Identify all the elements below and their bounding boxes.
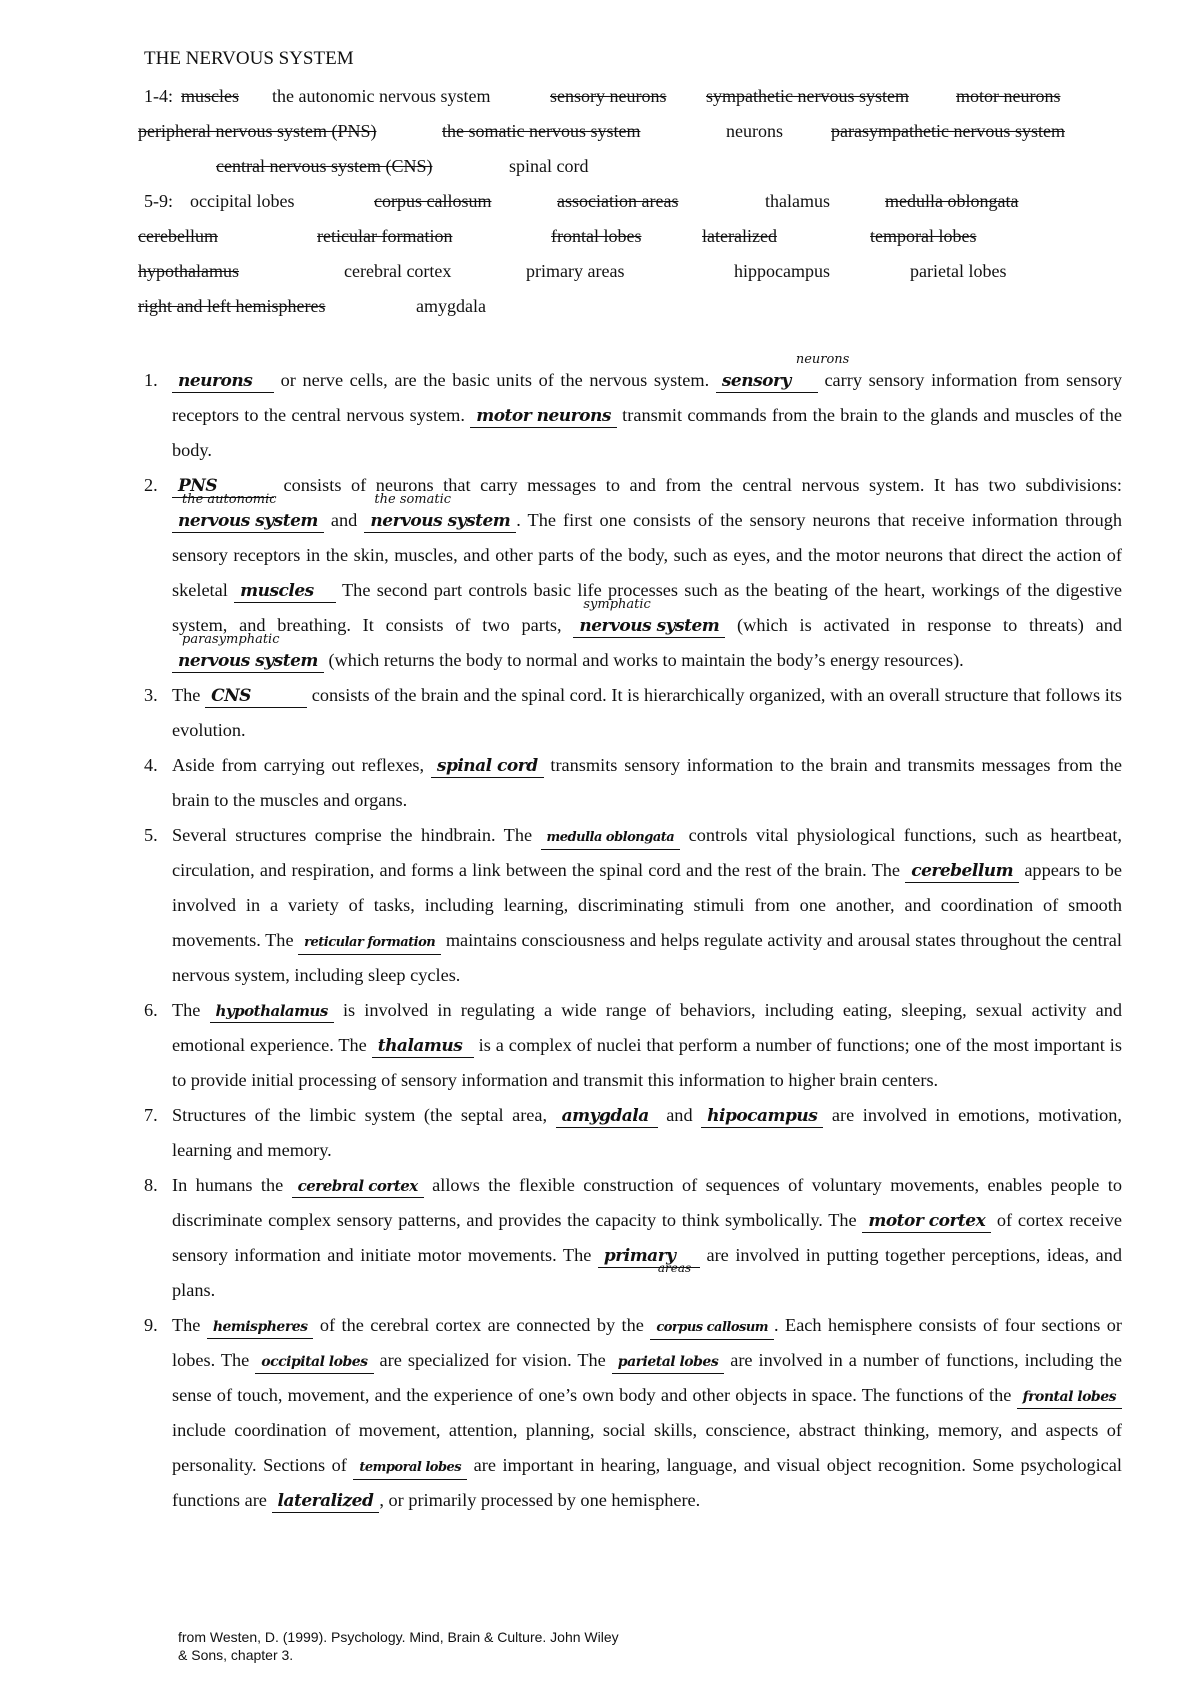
answer-blank xyxy=(172,492,324,533)
item-text: The xyxy=(172,1000,210,1020)
bank-word: motor neurons xyxy=(956,86,1061,106)
bank-word: the autonomic nervous system xyxy=(272,86,491,106)
item-number: 6. xyxy=(144,1000,158,1020)
answer-blank xyxy=(612,1349,724,1374)
handwritten-answer: lateralized xyxy=(277,1491,374,1511)
item-text: or nerve cells, are the basic units of the nervous system. xyxy=(274,370,716,390)
item-text: The xyxy=(172,1315,207,1335)
bank-word: primary areas xyxy=(526,261,625,281)
item-text: consists of the brain and the spinal cord. It is hierarchically organized, with an overall structure that follows its evolution. xyxy=(172,685,1122,740)
bank-word: cerebral cortex xyxy=(344,261,452,281)
bank-word: hippocampus xyxy=(734,261,830,281)
citation xyxy=(178,1628,738,1664)
item-text: The xyxy=(172,685,206,705)
handwritten-answer: hipocampus xyxy=(707,1106,818,1126)
question-item xyxy=(144,818,1122,993)
item-text: (which returns the body to normal and works to maintain the body’s energy resources). xyxy=(323,650,964,670)
handwritten-answer: hemispheres xyxy=(212,1319,308,1335)
handwritten-note: the somatic xyxy=(374,492,452,507)
bank-word: temporal lobes xyxy=(870,226,977,246)
question-item xyxy=(144,1168,1122,1308)
bank-word: amygdala xyxy=(416,296,486,316)
answer-blank xyxy=(598,1244,700,1275)
bank-word: corpus callosum xyxy=(374,191,492,211)
bank-word: peripheral nervous system (PNS) xyxy=(138,121,377,141)
item-text: carry sensory information from sensory receptors to the central nervous system. xyxy=(172,370,1122,425)
citation-line: & Sons, chapter 3. xyxy=(178,1647,294,1663)
handwritten-note: the autonomic xyxy=(182,492,277,507)
handwritten-note: parasymphatic xyxy=(182,632,280,647)
answer-blank xyxy=(716,352,850,393)
bank-word: sensory neurons xyxy=(550,86,667,106)
handwritten-answer: nervous system xyxy=(370,511,511,531)
item-text: transmits sensory information to the brain and transmits messages from the brain to the muscles and organs. xyxy=(172,755,1122,810)
word-bank-row xyxy=(138,261,1124,291)
item-number: 3. xyxy=(144,685,158,705)
handwritten-answer: sensory xyxy=(721,371,791,391)
item-text: controls vital physiological functions, such as heartbeat, circulation, and respiration, and forms a link between the spinal cord and the rest of the brain. The xyxy=(172,825,1122,880)
item-number: 8. xyxy=(144,1175,158,1195)
handwritten-answer: hypothalamus xyxy=(215,1002,328,1020)
handwritten-answer: primary xyxy=(603,1246,676,1266)
handwritten-answer: neurons xyxy=(178,371,253,391)
item-text: (which is activated in response to threats) and xyxy=(725,615,1122,635)
handwritten-answer: medulla oblongata xyxy=(546,830,675,845)
item-text: . Each hemisphere consists of four sections or lobes. The xyxy=(172,1315,1122,1370)
handwritten-answer: PNS xyxy=(178,476,218,496)
bank-word: thalamus xyxy=(765,191,830,211)
bank-word: central nervous system (CNS) xyxy=(216,156,433,176)
answer-blank xyxy=(272,1489,380,1513)
item-text: transmit commands from the brain to the glands and muscles of the body. xyxy=(172,405,1123,460)
answer-blank xyxy=(234,579,336,603)
group-label: 5-9: xyxy=(144,191,173,211)
handwritten-answer: reticular formation xyxy=(304,935,436,950)
handwritten-answer: CNS xyxy=(211,686,251,706)
item-text: are specialized for vision. The xyxy=(373,1350,612,1370)
handwritten-answer: motor cortex xyxy=(868,1211,986,1231)
item-text: include coordination of movement, attention, planning, social skills, conscience, abstract thinking, memory, and aspects of personality. Sections of xyxy=(172,1420,1122,1475)
word-bank-row xyxy=(144,86,1124,116)
group-label: 1-4: xyxy=(144,86,173,106)
item-text: In humans the xyxy=(172,1175,292,1195)
item-text: is a complex of nuclei that perform a number of functions; one of the most important is to provide initial processing of sensory information and transmit this information to higher brain centers. xyxy=(172,1035,1123,1090)
answer-blank xyxy=(364,492,516,533)
item-number: 4. xyxy=(144,755,158,775)
item-number: 7. xyxy=(144,1105,158,1125)
question-item xyxy=(144,352,1123,468)
question-item xyxy=(144,1098,1122,1168)
question-item xyxy=(144,468,1122,678)
handwritten-answer: parietal lobes xyxy=(617,1354,719,1370)
answer-blank xyxy=(255,1349,373,1374)
item-text: allows the flexible construction of sequences of voluntary movements, enables people to discriminate complex sensory patterns, and provides the capacity to think symbolically. The xyxy=(172,1175,1122,1230)
bank-word: spinal cord xyxy=(509,156,589,176)
question-list xyxy=(144,352,1123,1518)
item-number: 9. xyxy=(144,1315,158,1335)
item-text: of cortex receive sensory information and initiate motor movements. The xyxy=(172,1210,1122,1265)
answer-blank xyxy=(701,1104,823,1128)
item-text: , or primarily processed by one hemisphere. xyxy=(379,1490,701,1510)
bank-word: hypothalamus xyxy=(138,261,239,281)
item-text: consists of neurons that carry messages to and from the central nervous system. It has two subdivisions: xyxy=(274,475,1122,495)
handwritten-answer: motor neurons xyxy=(476,406,611,426)
page-title: THE NERVOUS SYSTEM xyxy=(144,48,354,69)
handwritten-answer: corpus callosum xyxy=(656,1320,769,1335)
question-item xyxy=(144,678,1122,748)
question-item xyxy=(144,1308,1122,1518)
answer-blank xyxy=(207,1314,314,1339)
word-bank-row xyxy=(138,121,1124,151)
bank-word: the somatic nervous system xyxy=(442,121,641,141)
bank-word: association areas xyxy=(557,191,679,211)
bank-word: right and left hemispheres xyxy=(138,296,326,316)
item-number: 5. xyxy=(144,825,158,845)
answer-blank xyxy=(292,1174,424,1198)
word-bank-row xyxy=(216,156,916,186)
bank-word: neurons xyxy=(726,121,783,141)
bank-word: cerebellum xyxy=(138,226,218,246)
handwritten-answer: muscles xyxy=(240,581,314,601)
bank-word: parietal lobes xyxy=(910,261,1007,281)
item-number: 1. xyxy=(144,370,158,390)
item-text: Structures of the limbic system (the septal area, xyxy=(172,1105,556,1125)
answer-blank xyxy=(210,999,334,1023)
bank-word: parasympathetic nervous system xyxy=(831,121,1065,141)
answer-blank xyxy=(353,1454,467,1480)
item-text: appears to be involved in a variety of tasks, including learning, discriminating stimuli from one another, and coordination of smooth movements. The xyxy=(172,860,1122,950)
word-bank-row xyxy=(138,226,1124,256)
answer-blank xyxy=(650,1314,774,1340)
answer-blank xyxy=(905,859,1019,883)
bank-word: medulla oblongata xyxy=(885,191,1019,211)
answer-blank xyxy=(205,684,307,708)
bank-word: lateralized xyxy=(702,226,777,246)
bank-word: frontal lobes xyxy=(551,226,642,246)
word-bank-row xyxy=(144,191,1124,221)
item-text: and xyxy=(657,1105,702,1125)
handwritten-answer: thalamus xyxy=(377,1036,463,1056)
item-text: of the cerebral cortex are connected by the xyxy=(313,1315,651,1335)
word-bank-row xyxy=(138,296,838,326)
bank-word: occipital lobes xyxy=(190,191,295,211)
handwritten-answer: amygdala xyxy=(561,1106,649,1126)
answer-blank xyxy=(172,369,274,393)
handwritten-answer: temporal lobes xyxy=(359,1460,462,1475)
question-item xyxy=(144,748,1122,818)
answer-blank xyxy=(573,597,725,638)
bank-word: sympathetic nervous system xyxy=(706,86,909,106)
answer-blank xyxy=(1017,1384,1122,1409)
answer-blank xyxy=(470,404,617,428)
item-text: are involved in emotions, motivation, learning and memory. xyxy=(172,1105,1122,1160)
handwritten-answer: nervous system xyxy=(178,651,318,671)
handwritten-note: neurons xyxy=(795,352,850,367)
answer-blank xyxy=(172,632,324,673)
handwritten-answer: cerebellum xyxy=(911,861,1014,881)
answer-blank xyxy=(372,1034,474,1058)
item-text: are important in hearing, language, and visual object recognition. Some psychological functions are xyxy=(172,1455,1122,1510)
item-text: are involved in a number of functions, including the sense of touch, movement, and the experience of one’s own body and other objects in space. The functions of the xyxy=(172,1350,1122,1405)
answer-blank xyxy=(298,929,441,955)
bank-word: reticular formation xyxy=(317,226,453,246)
handwritten-note: symphatic xyxy=(583,597,651,612)
item-text: are involved in putting together perceptions, ideas, and plans. xyxy=(172,1245,1122,1300)
answer-blank xyxy=(862,1209,991,1233)
bank-word: muscles xyxy=(181,86,239,106)
item-text: Aside from carrying out reflexes, xyxy=(172,755,431,775)
item-text: . The first one consists of the sensory neurons that receive information through sensory receptors in the skin, muscles, and other parts of the body, such as eyes, and the motor neurons that direct the action of skeletal xyxy=(172,510,1122,600)
handwritten-answer: nervous system xyxy=(178,511,318,531)
answer-blank xyxy=(431,754,544,778)
item-text: and xyxy=(323,510,365,530)
answer-blank xyxy=(541,824,681,850)
handwritten-answer: spinal cord xyxy=(436,756,538,776)
answer-blank xyxy=(556,1104,658,1128)
item-text: The second part controls basic life processes such as the beating of the heart, workings of the digestive system, and breathing. It consists of two parts, xyxy=(172,580,1122,635)
item-text: maintains consciousness and helps regulate activity and arousal states throughout the central nervous system, including sleep cycles. xyxy=(172,930,1122,985)
handwritten-answer: nervous system xyxy=(579,616,720,636)
handwritten-answer: frontal lobes xyxy=(1022,1389,1116,1405)
handwritten-answer: cerebral cortex xyxy=(297,1177,418,1195)
question-item xyxy=(144,993,1122,1098)
handwritten-note: areas xyxy=(657,1261,692,1275)
item-text: Several structures comprise the hindbrain. The xyxy=(172,825,541,845)
item-number: 2. xyxy=(144,475,158,495)
citation-line: from Westen, D. (1999). Psychology. Mind, Brain & Culture. John Wiley xyxy=(178,1629,619,1645)
handwritten-answer: occipital lobes xyxy=(261,1354,368,1370)
item-text: is involved in regulating a wide range of behaviors, including eating, sleeping, sexual activity and emotional experience. The xyxy=(172,1000,1122,1055)
